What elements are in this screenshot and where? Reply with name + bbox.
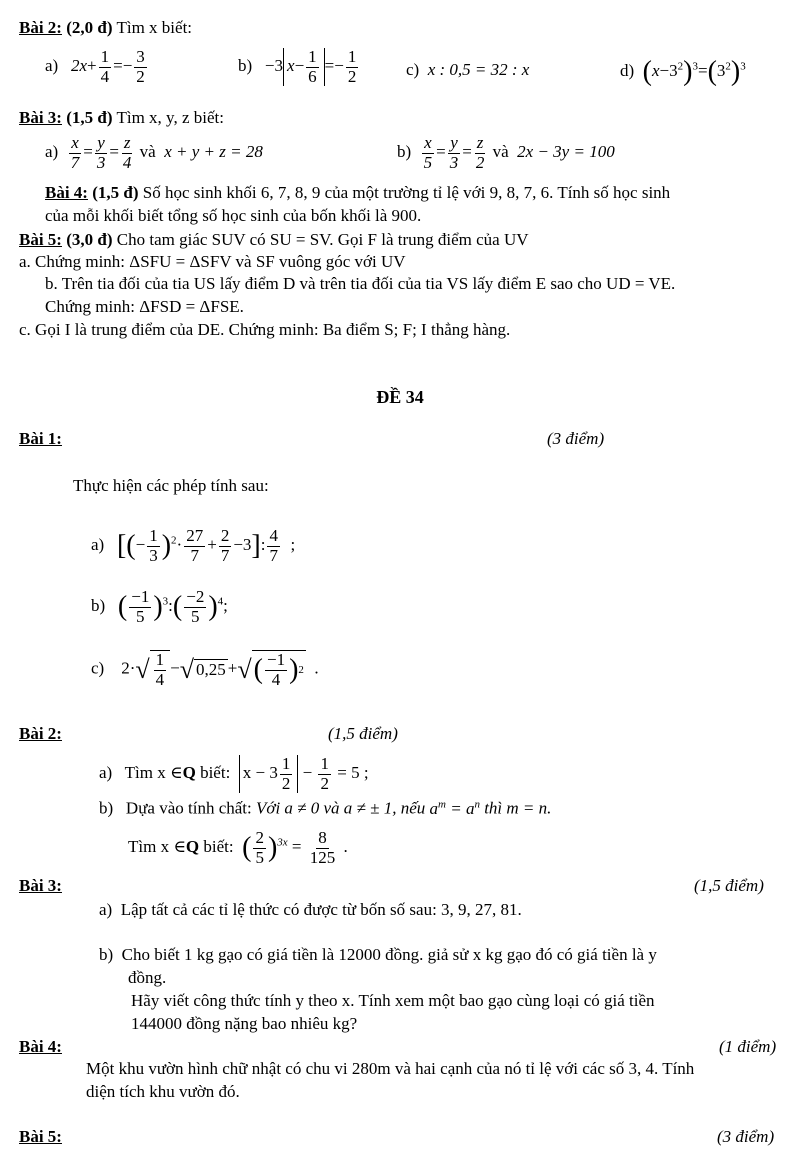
top-bai2-a: a) 2x+ $\frac{1}{4}$ =− $\frac{3}{2}$	[45, 47, 145, 86]
de34-bai1-a: a) [(− $\frac{1}{3}$ )$^2$· $\frac{27}{7}$ + $\frac{2}{7}$ −3]: $\frac{4}{7}$ ;	[91, 526, 296, 565]
de34-bai2-a: a) Tìm x ∈Q biết: x − 3 $\frac{1}{2}$ − $\frac{1}{2}$ = 5 ;	[99, 754, 369, 793]
de34-bai4-line2: diện tích khu vườn đó.	[86, 1082, 240, 1101]
top-bai5-a: a. Chứng minh: ΔSFU = ΔSFV và SF vuông góc với UV	[19, 252, 406, 271]
de34-bai3-b-line1: b) Cho biết 1 kg gạo có giá tiền là 12000 đồng. giả sử x kg gạo đó có giá tiền là y	[99, 945, 657, 964]
de34-bai1-c: c) 2· √ $\frac{1}{4}$ − √ 0,25 + √ ( $\frac{-1}{4}$ ) 2 .	[91, 650, 319, 689]
de34-bai1-points: (3 điểm)	[547, 429, 605, 448]
de34-bai1-intro: Thực hiện các phép tính sau:	[73, 476, 269, 495]
de34-bai5-points: (3 điểm)	[717, 1127, 775, 1146]
top-bai2-heading: Bài 2: (2,0 đ) Tìm x biết:	[19, 18, 193, 37]
de34-title: ĐỀ 34	[376, 387, 424, 407]
de34-bai3-label: Bài 3:	[19, 876, 62, 895]
top-bai3-heading: Bài 3: (1,5 đ) Tìm x, y, z biết:	[19, 108, 224, 127]
top-bai5-heading: Bài 5: (3,0 đ) Cho tam giác SUV có SU = SV. Gọi F là trung điểm của UV	[19, 230, 529, 249]
de34-bai2-points: (1,5 điểm)	[328, 724, 398, 743]
top-bai5-b2: Chứng minh: ΔFSD = ΔFSE.	[45, 297, 244, 316]
de34-bai3-b-line2: đồng.	[128, 968, 167, 987]
de34-bai3-a: a) Lập tất cả các tỉ lệ thức có được từ bốn số sau: 3, 9, 27, 81.	[99, 900, 522, 919]
de34-bai5-label: Bài 5:	[19, 1127, 62, 1146]
de34-bai4-line1: Một khu vườn hình chữ nhật có chu vi 280m và hai cạnh của nó tỉ lệ với các số 3, 4. Tính	[86, 1059, 695, 1078]
top-bai2-c: c) x : 0,5 = 32 : x	[406, 60, 530, 79]
top-bai3-b: b) $\frac{x}{5}$ = $\frac{y}{3}$ = $\frac{z}{2}$ và 2x − 3y = 100	[397, 133, 615, 172]
de34-bai3-b-line3: Hãy viết công thức tính y theo x. Tính xem một bao gạo cùng loại có giá tiền	[131, 991, 655, 1010]
de34-bai1-label: Bài 1:	[19, 429, 62, 448]
top-bai4-line2: của mỗi khối biết tổng số học sinh của bốn khối là 900.	[45, 206, 422, 225]
de34-bai1-b: b) ( $\frac{-1}{5}$ )$^3$:( $\frac{-2}{5}$ )$^4$;	[91, 587, 228, 626]
de34-bai2-label: Bài 2:	[19, 724, 62, 743]
top-bai5-b1: b. Trên tia đối của tia US lấy điểm D và trên tia đối của tia VS lấy điểm E sao cho UD = VE.	[45, 274, 676, 293]
de34-bai3-b-line4: 144000 đồng nặng bao nhiêu kg?	[131, 1014, 358, 1033]
de34-bai3-points: (1,5 điểm)	[694, 876, 764, 895]
top-bai2-b: b) −3 x− $\frac{1}{6}$ =− $\frac{1}{2}$	[238, 47, 357, 86]
de34-bai2-b2: Tìm x ∈Q biết: ( $\frac{2}{5}$ )$^{3x}$ = $\frac{8}{125}$ .	[128, 828, 348, 867]
de34-bai4-label: Bài 4:	[19, 1037, 62, 1056]
de34-bai4-points: (1 điểm)	[719, 1037, 777, 1056]
top-bai4-line1: Bài 4: (1,5 đ) Số học sinh khối 6, 7, 8, 9 của một trường tỉ lệ với 9, 8, 7, 6. Tính số học sinh	[45, 183, 671, 202]
top-bai2-d: d) $(x-3^2)^3=(3^2)^3$	[620, 56, 746, 87]
top-bai5-c: c. Gọi I là trung điểm của DE. Chứng minh: Ba điểm S; F; I thẳng hàng.	[19, 320, 511, 339]
top-bai3-a: a) $\frac{x}{7}$ = $\frac{y}{3}$ = $\frac{z}{4}$ và x + y + z = 28	[45, 133, 263, 172]
de34-bai2-b: b) Dựa vào tính chất: Với a ≠ 0 và a ≠ ± 1, nếu $a^m = a^n$ thì m = n.	[99, 798, 552, 818]
